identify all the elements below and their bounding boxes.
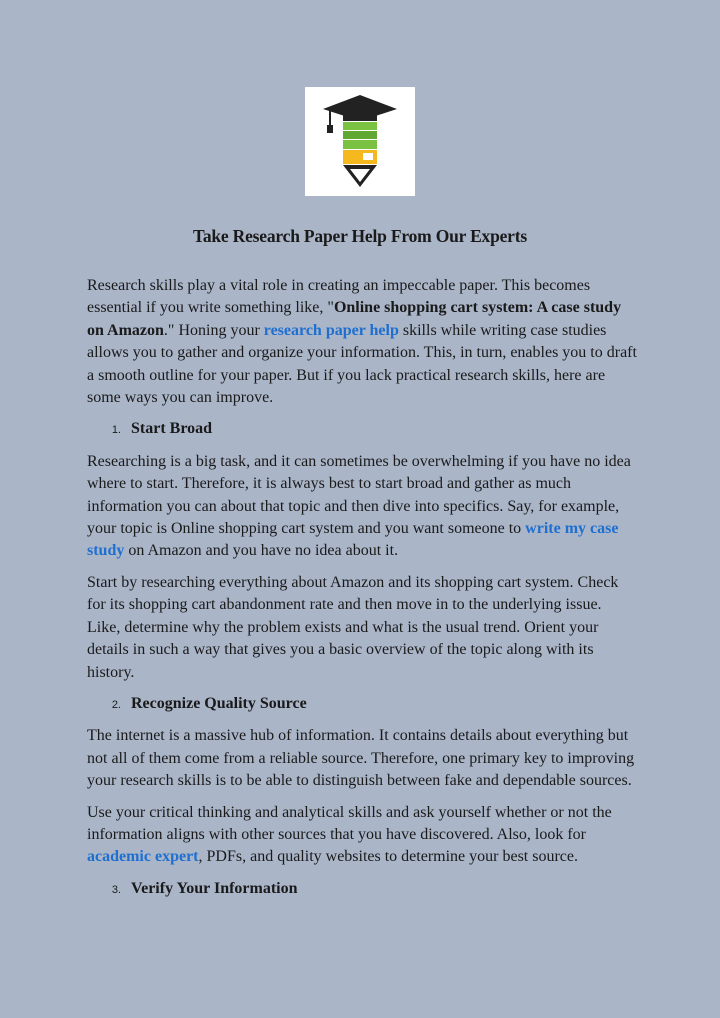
section-heading-recognize-quality-source: 2. Recognize Quality Source <box>87 693 637 716</box>
page-title: Take Research Paper Help From Our Experts <box>192 226 527 246</box>
paragraph: The internet is a massive hub of information. It contains details about everything but not all of them come from a reliable source. Therefore, one primary key to improving your research skills is to be able to distinguish between fake and dependable sources. <box>87 727 635 790</box>
document-body <box>87 275 637 910</box>
case-study-title: Online shopping cart system: A case study on Amazon <box>87 299 622 339</box>
paragraph: Use your critical thinking and analytical skills and ask yourself whether or not the information aligns with other sources that you have discovered. Also, look for academic expert, PDFs, and quality websites to determine your best source. <box>87 803 612 866</box>
academic-expert-link[interactable]: academic expert <box>87 848 199 866</box>
graduation-cap-pencil-icon <box>305 87 415 196</box>
list-number: 3. <box>111 883 121 896</box>
list-number: 2. <box>111 698 121 711</box>
intro-paragraph: Research skills play a vital role in creating an impeccable paper. This becomes essential if you write something like, "Online shopping cart system: A case study on Amazon." Honing your research paper help skills while writing case studies allows you to gather and organize your information. This, in turn, enables you to draft a smooth outline for your paper. But if you lack practical research skills, here are some ways you can improve. <box>87 277 637 407</box>
section-heading-verify-your-information: 3. Verify Your Information <box>87 878 637 901</box>
research-paper-help-link[interactable]: research paper help <box>263 321 399 339</box>
list-number: 1. <box>111 424 121 437</box>
write-my-case-study-link[interactable]: write my case study <box>87 520 619 560</box>
paragraph: Researching is a big task, and it can sometimes be overwhelming if you have no idea where to start. Therefore, it is always best to start broad and gather as much information you can about that topic and then dive into specifics. Say, for example, your topic is Online shopping cart system and you want someone to write my case study on Amazon and you have no idea about it. <box>87 452 631 560</box>
logo <box>305 87 415 196</box>
section-heading-start-broad: 1. Start Broad <box>87 418 637 441</box>
paragraph: Start by researching everything about Amazon and its shopping cart system. Check for its shopping cart abandonment rate and then move in to the underlying issue. Like, determine why the problem exists and what is the usual trend. Orient your details in such a way that gives you a basic overview of the topic along with its history. <box>87 573 619 681</box>
